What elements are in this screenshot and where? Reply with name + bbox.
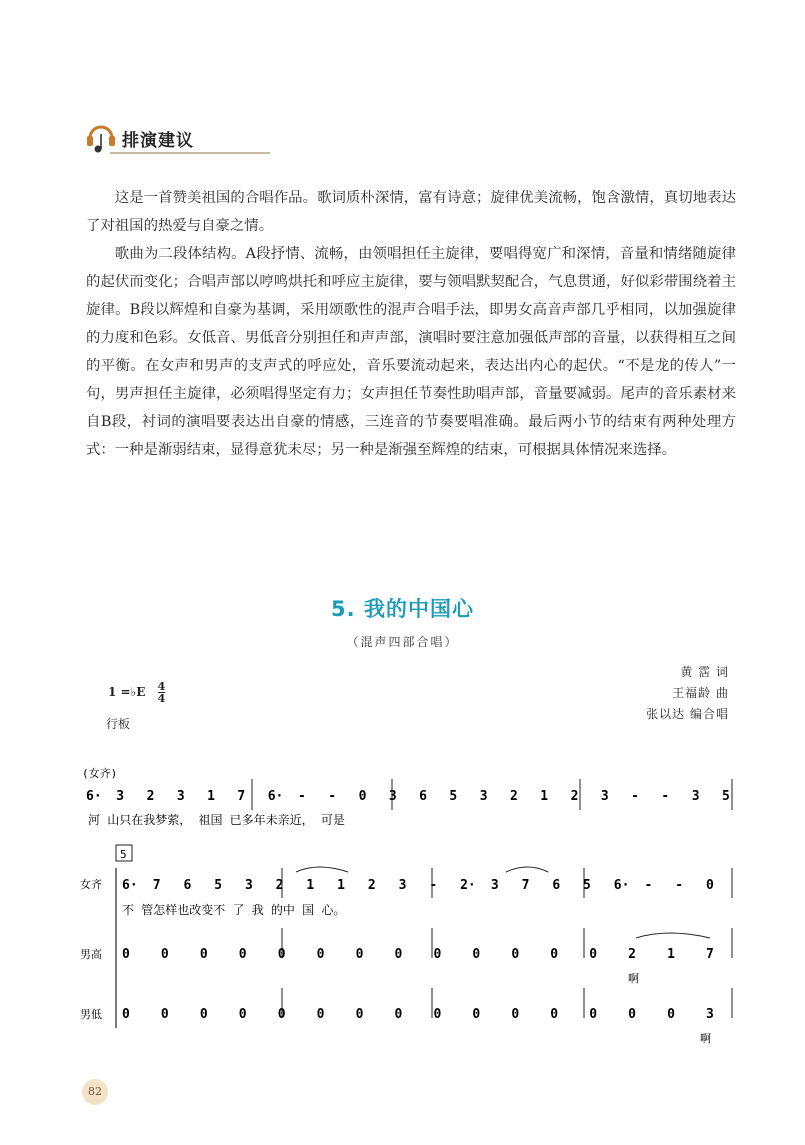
note: 2· [460, 878, 476, 893]
note: 0 [667, 1007, 675, 1022]
note: 0 [472, 947, 481, 962]
section-underline [110, 152, 270, 154]
song-credits [646, 662, 729, 725]
song-title: 5. 我的中国心 [331, 597, 474, 621]
note: 3 [176, 789, 185, 804]
credit-composer: 王福龄 曲 [672, 686, 729, 700]
note: 3 [116, 789, 125, 804]
note: 0 [394, 1007, 403, 1022]
note: 0 [394, 947, 403, 962]
note: 0 [550, 1007, 559, 1022]
note: 0 [238, 947, 247, 962]
note: - [644, 878, 653, 893]
note: 5 [449, 789, 458, 804]
note: - [429, 878, 438, 893]
note: 6· [122, 878, 138, 893]
note: 5 [583, 878, 591, 893]
note: 1 [667, 947, 675, 962]
line4-notes [122, 1007, 714, 1022]
note: 0 [433, 947, 442, 962]
note: 6 [552, 878, 561, 893]
slur [296, 867, 348, 872]
note: - [631, 789, 639, 804]
note: 7 [706, 947, 714, 962]
note: 2 [275, 878, 284, 893]
note: 0 [472, 1007, 481, 1022]
note: 0 [589, 1007, 598, 1022]
note: - [328, 789, 337, 804]
section-title: 排演建议 [122, 131, 194, 151]
note: 3 [691, 789, 700, 804]
note: 3 [388, 789, 397, 804]
note: 1 [207, 789, 215, 804]
note: 0 [316, 947, 325, 962]
note: 2 [367, 878, 376, 893]
part-label-treble: 女齐 [80, 878, 102, 891]
system-barlines [282, 868, 732, 1028]
song-subtitle: （混声四部合唱） [346, 635, 459, 649]
note: 3 [600, 789, 609, 804]
note: 2 [570, 789, 579, 804]
note: 3 [706, 1007, 714, 1022]
note: 2 [628, 947, 636, 962]
note: 7 [521, 878, 530, 893]
note: 0 [358, 789, 367, 804]
tempo-marking: 行板 [106, 717, 131, 731]
score [0, 760, 805, 1060]
line3-lyric: 啊 [628, 972, 639, 985]
slur [636, 933, 710, 938]
credit-arranger: 张以达 编合唱 [646, 707, 729, 721]
part-label-tenor: 男高 [80, 948, 102, 961]
note: 3 [479, 789, 488, 804]
note: - [661, 789, 670, 804]
part-label-bass: 男低 [80, 1008, 102, 1021]
note: 7 [152, 878, 161, 893]
note: 0 [277, 947, 286, 962]
rehearsal-mark: 5 [120, 848, 127, 861]
line3-notes [122, 947, 714, 962]
note: 0 [160, 947, 169, 962]
note: 0 [355, 947, 364, 962]
note: 0 [589, 947, 598, 962]
line4-lyric: 啊 [700, 1032, 711, 1045]
note: 0 [238, 1007, 247, 1022]
note: 1 [306, 878, 315, 893]
time-numerator: 4 [157, 680, 166, 693]
note: 5 [214, 878, 223, 893]
paragraph-2: 歌曲为二段体结构。A段抒情、流畅，由领唱担任主旋律，要唱得宽广和深情，音量和情绪随旋律的起伏而变化；合唱声部以哼鸣烘托和呼应主旋律，要与领唱默契配合，气息贯通，好似彩带围绕着主旋律。B段以辉煌和自豪为基调，采用颂歌性的混声合唱手法，即男女高音声部几乎相同，以加强旋律的力度和色彩。女低音、男低音分别担任和声声部，演唱时要注意加强低声部的音量，以获得相互之间的平衡。在女声和男声的支声式的呼应处，音乐要流动起来，表达出内心的起伏。“不是龙的传人”一句，男声担任主旋律，必须唱得坚定有力；女声担任节奏性助唱声部，音量要减弱。尾声的音乐素材来自B段，衬词的演唱要表达出自豪的情感，三连音的节奏要唱准确。最后两小节的结束有两种处理方式：一种是渐弱结束，显得意犹未尽；另一种是渐强至辉煌的结束，可根据具体情况来选择。 [86, 246, 736, 458]
page-number: 82 [82, 1079, 108, 1105]
note: 0 [199, 1007, 208, 1022]
note: 2 [146, 789, 155, 804]
line1-lyrics: 河 山只在我梦萦， 祖国 已多年未亲近， 可是 [88, 813, 345, 827]
note: 0 [511, 947, 520, 962]
note: 0 [122, 1007, 130, 1022]
note: 3 [398, 878, 407, 893]
section-header [84, 116, 264, 156]
note: 1 [337, 878, 345, 893]
line2-notes [122, 878, 714, 893]
note: 0 [199, 947, 208, 962]
note: 0 [122, 947, 130, 962]
time-denominator: 4 [157, 692, 166, 705]
key-signature [108, 681, 165, 704]
note: 0 [355, 1007, 364, 1022]
note: 0 [511, 1007, 520, 1022]
note: 6· [613, 878, 630, 893]
line2-lyrics: 不 管怎样也改变不 了 我 的中 国 心。 [122, 903, 346, 917]
note: 0 [316, 1007, 325, 1022]
credit-lyricist: 黄 霑 词 [680, 665, 729, 679]
note: 0 [277, 1007, 286, 1022]
note: 0 [433, 1007, 442, 1022]
note: 0 [628, 1007, 636, 1022]
note: 0 [706, 878, 714, 893]
key-label: 1 =♭E [108, 685, 146, 699]
line1-notes [86, 789, 730, 804]
paragraph-1: 这是一首赞美祖国的合唱作品。歌词质朴深情，富有诗意；旋律优美流畅，饱含激情，真切地表达了对祖国的热爱与自豪之情。 [86, 190, 736, 234]
note: 6 [419, 789, 427, 804]
note: 1 [540, 789, 549, 804]
part-label-women: (女齐) [82, 767, 118, 780]
note: 5 [722, 789, 730, 804]
slur [506, 867, 548, 872]
note: 6· [86, 789, 102, 804]
note: - [675, 878, 684, 893]
note: 3 [490, 878, 499, 893]
note: 6· [267, 789, 284, 804]
body-text [86, 184, 736, 464]
note: 0 [550, 947, 559, 962]
note: 0 [160, 1007, 169, 1022]
note: 7 [237, 789, 246, 804]
note: - [298, 789, 306, 804]
note: 6 [183, 878, 192, 893]
note: 3 [244, 878, 253, 893]
headphone-note-icon [84, 116, 118, 156]
note: 2 [510, 789, 518, 804]
